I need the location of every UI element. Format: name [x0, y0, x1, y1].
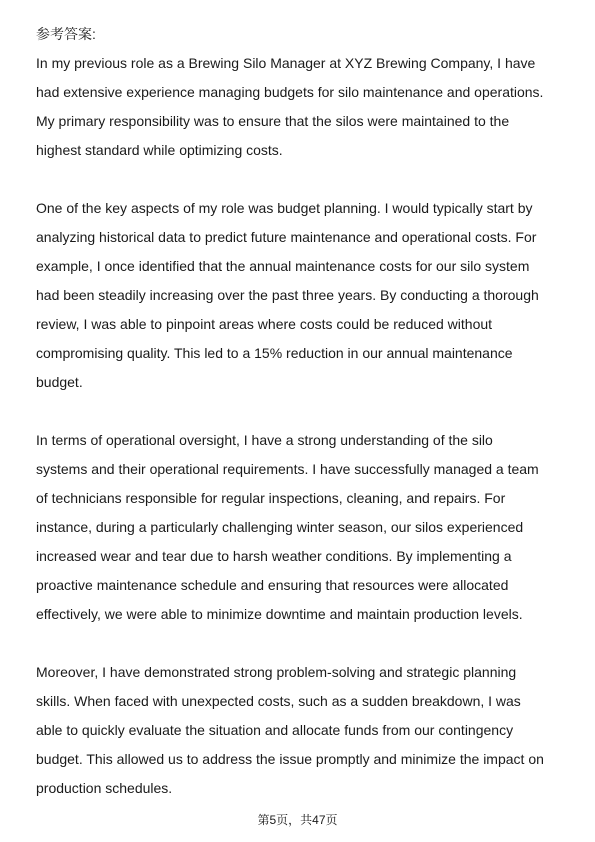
- paragraph-3: In terms of operational oversight, I have a strong understanding of the silo systems and their operational requirements. I have successfully managed a team of technicians responsible for regular inspections, cleaning, and repairs. For instance, during a particularly challenging winter season, our silos experienced increased wear and tear due to harsh weather conditions. By implementing a proactive maintenance schedule and ensuring that resources were allocated effectively, we were able to minimize downtime and maintain production levels.: [36, 432, 539, 622]
- page-number: 第5页，共47页: [257, 813, 338, 827]
- paragraph-2: One of the key aspects of my role was budget planning. I would typically start by analyzing historical data to predict future maintenance and operational costs. For example, I once identified that the annual maintenance costs for our silo system had been steadily increasing over the past three years. By conducting a thorough review, I was able to pinpoint areas where costs could be reduced without compromising quality. This led to a 15% reduction in our annual maintenance budget.: [36, 200, 539, 390]
- paragraph-1: In my previous role as a Brewing Silo Manager at XYZ Brewing Company, I have had extensive experience managing budgets for silo maintenance and operations. My primary responsibility was to ensure that the silos were maintained to the highest standard while optimizing costs.: [36, 55, 544, 158]
- answer-content: [36, 20, 566, 832]
- answer-heading: 参考答案:: [36, 26, 96, 42]
- paragraph-4: Moreover, I have demonstrated strong problem-solving and strategic planning skills. When faced with unexpected costs, such as a sudden breakdown, I was able to quickly evaluate the situation and allocate funds from our contingency budget. This allowed us to address the issue promptly and minimize the impact on production schedules.: [36, 664, 544, 796]
